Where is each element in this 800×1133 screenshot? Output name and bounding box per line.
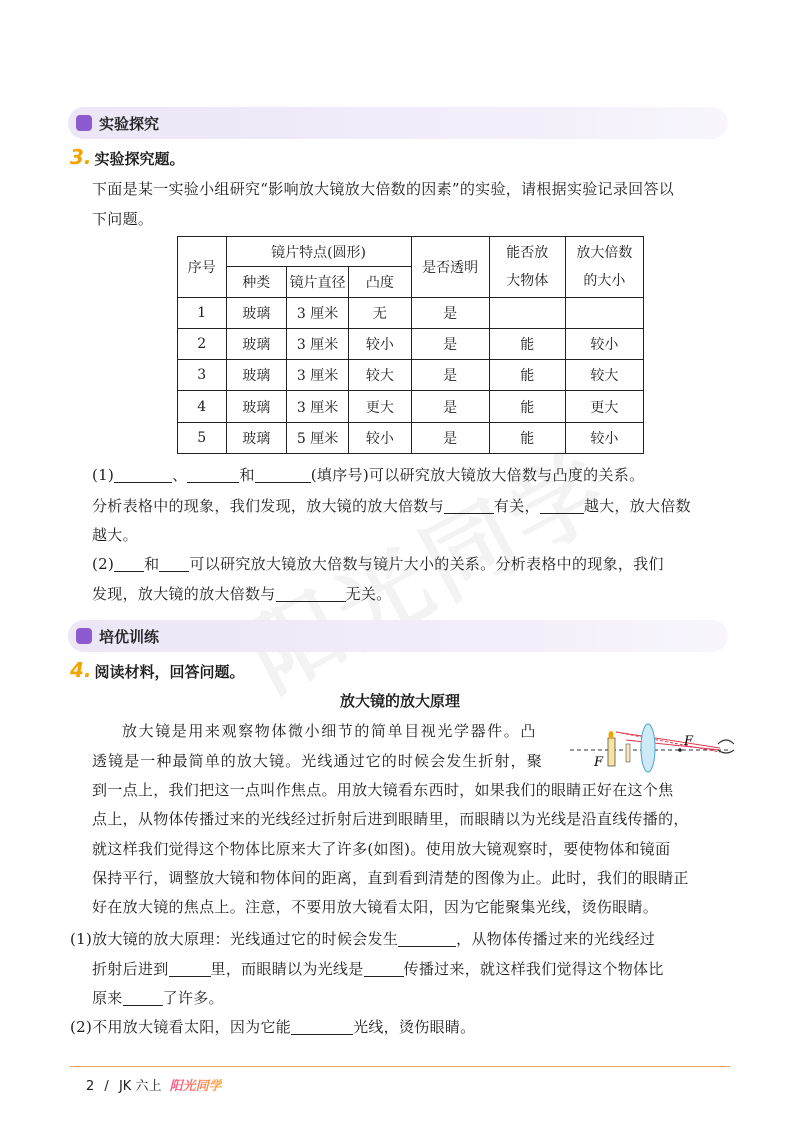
part-text: (填序号)可以研究放大镜放大倍数与凸度的关系。 — [310, 466, 645, 484]
question-number: 4. — [70, 658, 92, 682]
page-number: 2 — [86, 1079, 95, 1094]
cell-diameter: 3 厘米 — [286, 391, 348, 422]
footer-divider — [70, 1066, 730, 1067]
answer-blank[interactable] — [364, 961, 404, 977]
light-ray — [626, 740, 720, 750]
table-row — [178, 360, 644, 391]
cell-index: 5 — [178, 422, 227, 453]
section-banner-training — [68, 620, 728, 652]
q3-part1-line2 — [92, 495, 691, 516]
cell-magnify: 能 — [489, 360, 565, 391]
cell-transparent: 是 — [411, 328, 489, 359]
header-index: 序号 — [178, 237, 227, 298]
question-3-heading — [70, 145, 185, 169]
experiment-table — [177, 236, 644, 454]
table-row — [178, 391, 644, 422]
part-text: 折射后进到 — [92, 960, 169, 978]
part-text: 光线，烫伤眼睛。 — [353, 1018, 476, 1036]
part-text: 无关。 — [345, 585, 392, 603]
cell-type: 玻璃 — [226, 422, 286, 453]
candle-object — [626, 744, 630, 762]
magnifier-diagram — [570, 718, 740, 774]
header-lens-features: 镜片特点(圆形) — [226, 237, 411, 267]
conjunction: 和 — [239, 466, 255, 484]
footer-separator: / — [104, 1079, 109, 1094]
grade-label: JK 六上 — [118, 1079, 162, 1094]
cell-transparent: 是 — [411, 297, 489, 328]
article-line: 就这样我们觉得这个物体比原来大了许多(如图)。使用放大镜观察时，要使物体和镜面 — [92, 840, 671, 858]
part-text: 了许多。 — [162, 989, 224, 1007]
article-line: 放大镜是用来观察物体微小细节的简单目视光学器件。凸 — [122, 722, 538, 740]
conjunction: 和 — [144, 555, 160, 573]
part-text: 有关， — [493, 497, 540, 515]
cell-convexity: 较大 — [349, 360, 411, 391]
header-power-line1: 放大倍数 — [576, 244, 633, 261]
candle-image — [608, 738, 615, 766]
table-header-row — [178, 237, 644, 267]
part-text: 原来 — [92, 989, 123, 1007]
article-line: 好在放大镜的焦点上。注意，不要用放大镜看太阳，因为它能聚集光线，烫伤眼睛。 — [92, 898, 659, 916]
page-footer — [86, 1075, 222, 1094]
cell-magnify: 能 — [489, 328, 565, 359]
answer-blank[interactable] — [114, 467, 172, 483]
cell-type: 玻璃 — [226, 297, 286, 328]
article-title: 放大镜的放大原理 — [339, 692, 460, 710]
header-power — [565, 237, 643, 298]
header-magnify-line2: 大物体 — [506, 272, 549, 289]
q4-part2-line1 — [70, 1016, 475, 1037]
cell-magnify: 能 — [489, 391, 565, 422]
cell-power: 较小 — [565, 328, 643, 359]
q3-intro-line2: 下问题。 — [92, 210, 154, 228]
flame-icon — [609, 731, 614, 739]
cell-index: 1 — [178, 297, 227, 328]
light-ray — [616, 732, 720, 748]
cell-diameter: 5 厘米 — [286, 422, 348, 453]
article-line: 到一点上，我们把这一点叫作焦点。用放大镜看东西时，如果我们的眼睛正好在这个焦 — [92, 781, 674, 799]
cell-power: 更大 — [565, 391, 643, 422]
article-line: 透镜是一种最简单的放大镜。光线通过它的时候会发生折射，聚 — [92, 752, 543, 770]
answer-blank[interactable] — [123, 990, 163, 1006]
focus-point — [678, 748, 682, 752]
header-type: 种类 — [226, 267, 286, 297]
question-number: 3. — [70, 145, 92, 169]
cell-type: 玻璃 — [226, 360, 286, 391]
answer-blank[interactable] — [276, 586, 346, 602]
part-text: (1)放大镜的放大原理：光线通过它的时候会发生 — [70, 930, 399, 948]
table-row — [178, 328, 644, 359]
part-text: 可以研究放大镜放大倍数与镜片大小的关系。分析表格中的现象，我们 — [189, 555, 664, 573]
article-line: 保持平行，调整放大镜和物体间的距离，直到看到清楚的图像为止。此时，我们的眼睛正 — [92, 869, 689, 887]
section-training-icon — [76, 628, 92, 644]
answer-blank[interactable] — [159, 556, 189, 572]
cell-convexity: 更大 — [349, 391, 411, 422]
header-magnify-line1: 能否放 — [506, 244, 549, 261]
header-magnify — [489, 237, 565, 298]
cell-index: 3 — [178, 360, 227, 391]
eye-icon — [718, 740, 734, 744]
q3-intro-line1: 下面是某一实验小组研究“影响放大镜放大倍数的因素”的实验，请根据实验记录回答以 — [92, 180, 675, 198]
answer-blank[interactable] — [291, 1019, 353, 1035]
cell-power — [565, 297, 643, 328]
part-text: 分析表格中的现象，我们发现，放大镜的放大倍数与 — [92, 497, 444, 515]
q4-part1-line1 — [70, 928, 655, 949]
header-diameter: 镜片直径 — [286, 267, 348, 297]
part-label: (1) — [92, 466, 115, 484]
q3-part1-line1 — [92, 464, 644, 485]
header-power-line2: 的大小 — [583, 272, 626, 289]
q3-part2-line1 — [92, 553, 664, 574]
part-text: (2)不用放大镜看太阳，因为它能 — [70, 1018, 292, 1036]
article-line: 点上，从物体传播过来的光线经过折射后进到眼睛里，而眼睛以为光线是沿直线传播的， — [92, 810, 689, 828]
cell-power: 较小 — [565, 422, 643, 453]
q4-part1-line2 — [92, 958, 664, 979]
focus-label-right: F — [684, 734, 694, 749]
cell-transparent: 是 — [411, 360, 489, 391]
table-row — [178, 422, 644, 453]
answer-blank[interactable] — [398, 931, 456, 947]
cell-magnify: 能 — [489, 422, 565, 453]
cell-index: 4 — [178, 391, 227, 422]
q4-part1-line3 — [92, 987, 224, 1008]
cell-diameter: 3 厘米 — [286, 328, 348, 359]
answer-blank[interactable] — [255, 467, 311, 483]
answer-blank[interactable] — [444, 498, 494, 514]
part-text: 传播过来，就这样我们觉得这个物体比 — [403, 960, 664, 978]
cell-index: 2 — [178, 328, 227, 359]
answer-blank[interactable] — [114, 556, 144, 572]
cell-convexity: 无 — [349, 297, 411, 328]
separator: 、 — [172, 466, 188, 484]
light-ray — [616, 732, 720, 752]
answer-blank[interactable] — [187, 467, 239, 483]
question-title: 阅读材料，回答问题。 — [94, 663, 245, 681]
cell-diameter: 3 厘米 — [286, 297, 348, 328]
header-transparent: 是否透明 — [411, 237, 489, 298]
part-text: ，从物体传播过来的光线经过 — [456, 930, 656, 948]
cell-transparent: 是 — [411, 422, 489, 453]
section-banner-experiment — [68, 107, 728, 139]
answer-blank[interactable] — [169, 961, 211, 977]
part-label: (2) — [92, 555, 115, 573]
q3-part2-line2 — [92, 583, 392, 604]
question-title: 实验探究题。 — [94, 150, 185, 168]
part-text: 越大，放大倍数 — [583, 497, 691, 515]
question-4-heading — [70, 658, 245, 682]
cell-convexity: 较小 — [349, 328, 411, 359]
section-experiment-icon — [76, 115, 92, 131]
table-row — [178, 297, 644, 328]
cell-diameter: 3 厘米 — [286, 360, 348, 391]
answer-blank[interactable] — [540, 498, 584, 514]
cell-transparent: 是 — [411, 391, 489, 422]
part-text: 发现，放大镜的放大倍数与 — [92, 585, 276, 603]
section-title: 培优训练 — [99, 628, 160, 646]
cell-type: 玻璃 — [226, 328, 286, 359]
cell-magnify — [489, 297, 565, 328]
focus-label-left: F — [594, 755, 604, 770]
brand-logo: 阳光同学 — [169, 1079, 222, 1094]
section-title: 实验探究 — [99, 115, 160, 133]
header-convexity: 凸度 — [349, 267, 411, 297]
cell-type: 玻璃 — [226, 391, 286, 422]
convex-lens — [641, 724, 655, 772]
q3-part1-line3: 越大。 — [92, 526, 138, 544]
part-text: 里，而眼睛以为光线是 — [210, 960, 364, 978]
cell-power: 较大 — [565, 360, 643, 391]
cell-convexity: 较小 — [349, 422, 411, 453]
